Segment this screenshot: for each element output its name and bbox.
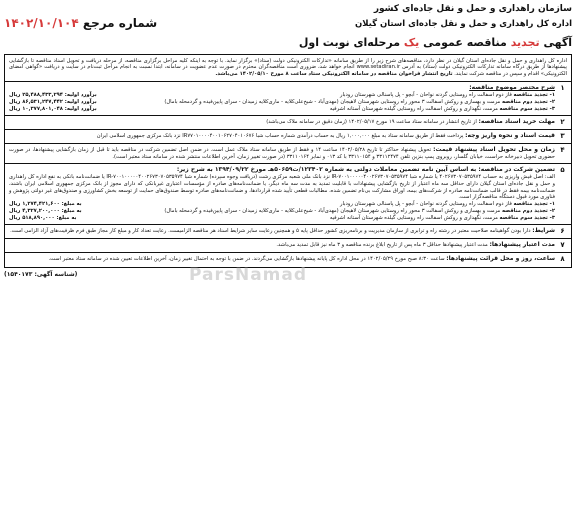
item-label: ۲- تجدید دوم مناقصه (502, 98, 555, 105)
reference-value: ۱۴۰۲/۱۰/۱۰۴ (4, 16, 79, 30)
section-title: زمان و محل تحویل اسناد پیشنهاد قیمت: (433, 146, 555, 154)
item-label: ۳- تجدید سوم مناقصه (499, 105, 555, 112)
intro-text: اداره کل راهداری و حمل و نقل جاده‌ای استان گیلان در نظر دارد، مناقصه‌های شرح زیر را از طریق سامانه «تدارکات الکترونیکی دولت (ستاد)» برگزار نماید. با توجه به اینکه کلیه مراحل برگزاری مناقصه، از مرحله دریافت و تحویل اسناد مناقصه تا بازگشایی پیشنهادها از طریق درگاه سامانه تدارکات الکترونیکی دولت (ستاد) به آدرس www.setadiran.ir انجام خواهد شد، ضروری است مناقصه‌گران محترم در صورت عدم عضویت در سامانه، ابتدا نسبت به انجام مراحل ثبت‌نام در سایت و دریافت «گواهی امضای الکترونیکی» اقدام و سپس در مناقصه شرکت نمایند. (9, 57, 567, 78)
list-item (9, 208, 555, 215)
item-text: فاز دوم اسفالت راه روستایی گردنه نواحان - آبچو - پل پاسنالی شهرستان رودبار (339, 201, 512, 208)
section-number: ۵ (560, 165, 565, 174)
notice-id: (شناسه آگهی: ۱۵۴۰۱۷۳) (4, 270, 78, 278)
section-number: ۷ (560, 241, 565, 250)
section-1 (4, 82, 572, 115)
section-number: ۲ (560, 117, 565, 126)
title-pre: آگهی (543, 36, 572, 50)
org-subtitle: اداره کل راهداری و حمل و نقل جاده‌ای استان گیلان (354, 18, 572, 29)
intro-date: تاریخ انتشار فراخوان مناقصه در سامانه الکترونیکی ستاد ساعت ۸ مورخ ۱۴۰۲/۰۵/۱۰ می‌باشد. (215, 71, 453, 78)
title-post: مرحله‌ای نوبت اول (298, 36, 401, 50)
org-title: سازمان راهداری و حمل و نقل جاده‌ای کشور (373, 4, 572, 14)
list-item (9, 92, 555, 99)
item-text: مرمت، نگهداری و روکش اسفالت راه روستایی گیلده شهرستان آستانه اشرفیه (329, 105, 498, 112)
title-red-2: یک (403, 36, 420, 50)
section-text: ساعت ۸:۳۰ صبح مورخ ۱۴۰۲/۰۵/۲۹ در محل اداره کل پایانه پیشنهادها بازگشایی می‌گردند. در ضمن با توجه به احتمال تغییر زمان، آخرین اطلاعات تعیین شده در سامانه ستاد معتبر است. (48, 256, 445, 263)
section-number: ۳ (560, 131, 565, 140)
section-title: شرح مختصر موضوع مناقصه: (469, 84, 555, 92)
title-red-1: تجدید (510, 36, 540, 50)
section-text: تحویل پیشنهاد حداکثر تا تاریخ ۱۴۰۲/۰۵/۲۸ ساعت ۱۴ و فقط از طریق سامانه ستاد ملاک عمل است. در ضمن اصل تضمین شرکت در مناقصه باید تا قبل از زمان بازگشایی پیشنهادها، در صورت حضوری تحویل دبیرخانه حراست، خیابان گلسار، روبروی پمپ بنزین تلفن ۳۳۱۱۲۴۷۴ و ۳۳۱۱۰۱۵۴ با کد ۰۱۳ و نمابر ۳۳۱۱۰۱۶۴ (در صورت تغییر زمان، آخرین اطلاعات منتشر شده در سامانه ستاد معتبر است). (9, 147, 555, 161)
notice-title (4, 36, 572, 51)
section-text: از تاریخ انتشار در سامانه ستاد ساعت ۱۹ مورخ ۱۴۰۲/۰۵/۱۷ (زمان دقیق در سامانه ملاک می‌باشد) (266, 118, 477, 125)
section-title: مهلت خرید اسناد مناقصه: (478, 117, 555, 125)
list-item (9, 215, 555, 222)
section-7 (4, 239, 572, 253)
section-title: ساعت، روز و محل قرائت پیشنهادها: (446, 255, 555, 263)
section-5 (4, 164, 572, 225)
intro-paragraph (4, 54, 572, 83)
item-text: مرمت، نگهداری و روکش اسفالت راه روستایی گیلده شهرستان آستانه اشرفیه (329, 214, 498, 221)
item-price: به مبلغ: ۵۱۸,۸۹۰,۰۰۰ ریال (9, 214, 77, 221)
section-2 (4, 116, 572, 130)
list-item (9, 99, 555, 106)
list-item (9, 106, 555, 113)
section-3 (4, 130, 572, 144)
item-label: ۱- تجدید مناقصه (513, 92, 555, 99)
item-price: به مبلغ: ۴,۳۲۷,۲۰۰,۰۰۰ ریال (9, 208, 82, 215)
item-text: فاز دوم اسفالت راه روستایی گردنه نواحان - آبچو - پل پاسنالی شهرستان رودبار (339, 92, 512, 99)
section-4 (4, 144, 572, 164)
item-label: ۳- تجدید سوم مناقصه (499, 214, 555, 221)
section-number: ۸ (560, 255, 565, 264)
item-price: به مبلغ: ۱,۲۷۴,۴۲۱,۶۰۰ ریال (9, 201, 82, 208)
section-number: ۶ (560, 226, 565, 235)
section-title: تضمین شرکت در مناقصه: به اساس آیین نامه تضمین معاملات دولتی به شماره ۱۲۳۴۰۲/ت۵۰۶۵۹هـ مورخ ۱۳۹۴/۰۹/۲۲ به شرح زیر: (176, 165, 555, 173)
section-title: شرایط: (532, 226, 555, 234)
section-6 (4, 225, 572, 239)
reference-label: شماره مرجع (82, 16, 158, 30)
reference-number (4, 16, 157, 32)
title-mid: مناقصه عمومی (423, 36, 507, 50)
item-label: ۲- تجدید دوم مناقصه (502, 208, 555, 215)
item-text: مرمت و بهسازی و روکش اسفالت ۳ محور راه روستایی شهرستان لاهیجان (مهدی‌آباد - شیخ‌علی‌کلایه - ماری‌کلایه زمیدان - سرای پایین‌فیده و گردمحله بامال) (164, 208, 501, 215)
item-text: مرمت و بهسازی و روکش اسفالت ۳ محور راه روستایی شهرستان لاهیجان (مهدی‌آباد - شیخ‌علی‌کلایه - ماری‌کلایه زمیدان - سرای پایین‌فیده و گردمحله بامال) (164, 98, 501, 105)
section-text: الف: اصل فیش واریزی به حساب ۴۰۲۶۷۳۰۷۰۵۳۵۹۷۴ یا شماره شبا IR-۷۰۰۱۰۰۰۰۰۴۰۰۲۶۷۳۰۷۰۵۳۵۹۷۴ نزد بانک ملی شعبه مرکزی رشت (دریافت وجوه سپرده) شماره شبا IR-۷۰۰۱۰۰۰۰۰۴۰۰۲۶۷۳۰۷۰۵۳۵۹۷۴ یا ضمانت‌نامه بانکی به نفع اداره کل راهداری و حمل و نقل جاده‌ای استان گیلان دارای حداقل سه ماه اعتبار از تاریخ بازگشایی پیشنهادات با قابلیت تمدید به مدت سه ماه دیگر، یا ضمانت‌نامه‌های صادره از مؤسسات اعتباری غیربانکی که دارای مجوز از بانک مرکزی جمهوری اسلامی ایران باشند، ضمانت‌نامه بیمه فقط در قالب ضمانت‌نامه صادره از شرکت‌های بیمه، اوراق مشارکت بی‌نام تضمین شده، مطالبات قطعی تأیید شده قراردادها، و ضمانت‌نامه‌های صادره توسط صندوق‌های حمایت از توسعه بخش کشاورزی و صندوق‌های غیر دولتی پژوهش و فناوری مورد قبول دستگاه مناقصه‌گزار است. (9, 173, 556, 201)
watermark: ParsNamad (189, 265, 308, 285)
item-label: ۱- تجدید مناقصه (513, 201, 555, 208)
section-text: مدت اعتبار پیشنهادها حداقل ۳ ماه پس از تاریخ ابلاغ برنده مناقصه و ۳ ماه نیز قابل تمدید می‌باشد. (276, 242, 488, 249)
section-text: دارا بودن گواهینامه صلاحیت معتبر در رشته راه و ترابری از سازمان مدیریت و برنامه‌ریزی کشور حداقل پایه ۵ و همچنین رعایت سایر شرایط اسناد هر مناقصه الزامیست. رعایت تعداد کار و مبلغ کار مجاز طبق فرم ظرفیت‌های آزاد الزامی است. (10, 227, 531, 234)
section-number: ۱ (560, 84, 565, 93)
item-price: برآورد اولیه: ۲۵,۴۸۸,۴۳۳,۲۹۴ ریال (9, 92, 97, 99)
item-price: برآورد اولیه: ۸۶,۵۳۱,۲۴۷,۴۴۲ ریال (9, 98, 97, 105)
tender-notice (4, 2, 572, 510)
section-text: پرداخت فقط از طریق سامانه ستاد به مبلغ ۱,۰۰۰,۰۰۰ ریال به حساب درآمدی شماره حساب شبا IR۷۷۰۱۰۰۰۰۴۰۰۱۰۶۲۷۰۴۰۱۰۶۷۶ نزد بانک مرکزی جمهوری اسلامی ایران (96, 132, 464, 139)
item-price: برآورد اولیه: ۱۰,۳۷۷,۸۰۱,۰۴۸ ریال (9, 105, 97, 112)
section-title: مدت اعتبار پیشنهادها: (489, 241, 555, 249)
section-number: ۴ (560, 146, 565, 155)
section-title: قیمت اسناد و نحوه واریز وجه: (465, 131, 555, 139)
